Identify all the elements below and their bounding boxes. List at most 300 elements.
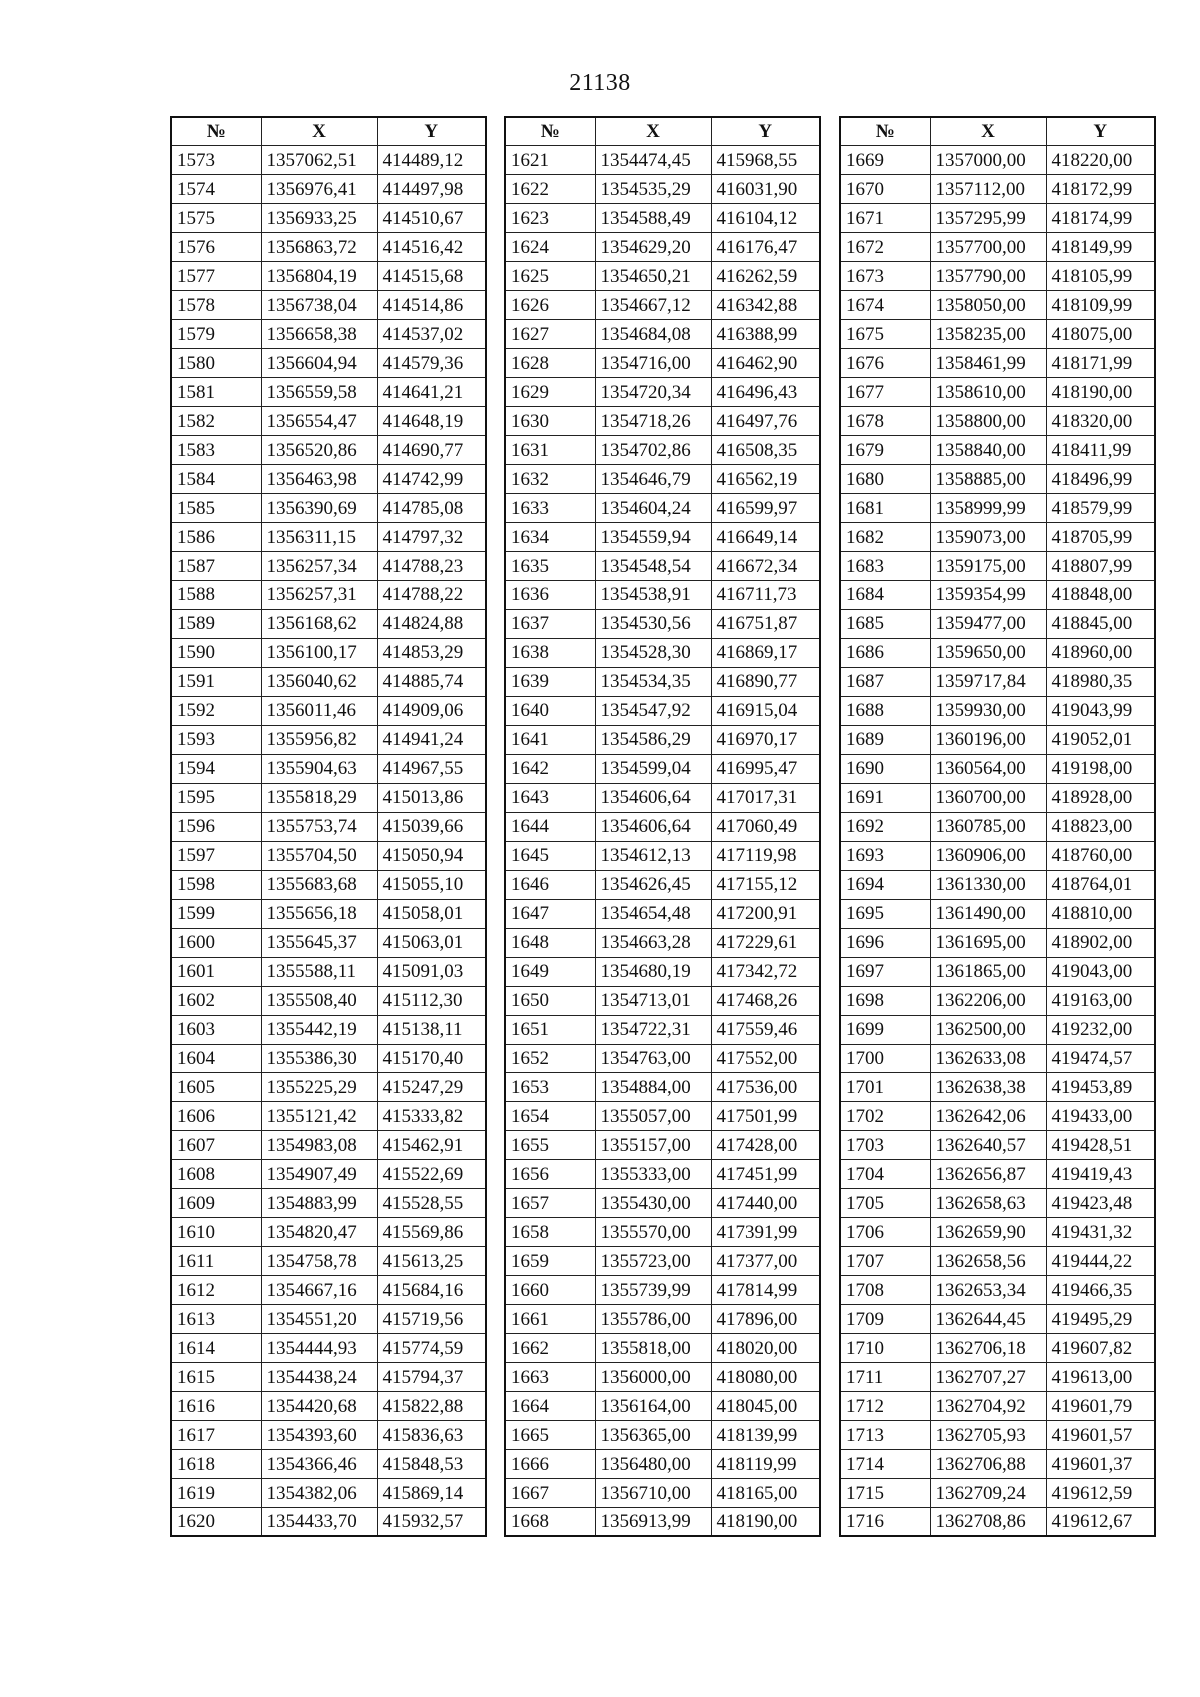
x-coordinate-cell: 1356933,25 <box>261 204 377 233</box>
table-row <box>171 494 486 523</box>
x-coordinate-cell: 1355157,00 <box>595 1131 711 1160</box>
table-row <box>171 783 486 812</box>
x-coordinate-cell: 1356738,04 <box>261 291 377 320</box>
point-number-cell: 1705 <box>840 1189 930 1218</box>
y-coordinate-cell: 418190,00 <box>1046 378 1155 407</box>
table-row <box>840 1392 1155 1421</box>
x-coordinate-cell: 1355225,29 <box>261 1073 377 1102</box>
y-coordinate-cell: 416388,99 <box>711 320 820 349</box>
table-row <box>171 725 486 754</box>
x-coordinate-cell: 1362709,24 <box>930 1479 1046 1508</box>
table-row <box>505 725 820 754</box>
point-number-cell: 1589 <box>171 609 261 638</box>
table-row <box>171 1160 486 1189</box>
point-number-cell: 1646 <box>505 870 595 899</box>
y-coordinate-cell: 418119,99 <box>711 1450 820 1479</box>
y-coordinate-cell: 419423,48 <box>1046 1189 1155 1218</box>
y-coordinate-cell: 416562,19 <box>711 465 820 494</box>
x-coordinate-cell: 1354420,68 <box>261 1392 377 1421</box>
x-coordinate-cell: 1354530,56 <box>595 609 711 638</box>
y-coordinate-cell: 414537,02 <box>377 320 486 349</box>
table-row <box>171 581 486 610</box>
table-row <box>840 1073 1155 1102</box>
point-number-cell: 1661 <box>505 1305 595 1334</box>
x-coordinate-cell: 1354667,12 <box>595 291 711 320</box>
point-number-cell: 1609 <box>171 1189 261 1218</box>
point-number-cell: 1678 <box>840 407 930 436</box>
x-coordinate-cell: 1356365,00 <box>595 1421 711 1450</box>
point-number-cell: 1671 <box>840 204 930 233</box>
x-coordinate-cell: 1354667,16 <box>261 1276 377 1305</box>
x-coordinate-cell: 1357112,00 <box>930 175 1046 204</box>
x-coordinate-cell: 1354528,30 <box>595 638 711 667</box>
x-coordinate-cell: 1356100,17 <box>261 638 377 667</box>
x-coordinate-cell: 1355956,82 <box>261 725 377 754</box>
y-coordinate-cell: 418165,00 <box>711 1479 820 1508</box>
table-row <box>840 986 1155 1015</box>
x-coordinate-cell: 1360700,00 <box>930 783 1046 812</box>
table-row <box>171 754 486 783</box>
point-number-cell: 1599 <box>171 899 261 928</box>
x-coordinate-cell: 1354366,46 <box>261 1450 377 1479</box>
table-row <box>840 581 1155 610</box>
y-coordinate-cell: 418105,99 <box>1046 262 1155 291</box>
point-number-cell: 1614 <box>171 1334 261 1363</box>
table-row <box>171 667 486 696</box>
point-number-cell: 1578 <box>171 291 261 320</box>
table-row <box>505 494 820 523</box>
y-coordinate-cell: 415058,01 <box>377 899 486 928</box>
point-number-cell: 1601 <box>171 957 261 986</box>
x-coordinate-cell: 1362708,86 <box>930 1508 1046 1537</box>
table-row <box>171 1450 486 1479</box>
table-row <box>171 465 486 494</box>
x-coordinate-cell: 1354606,64 <box>595 783 711 812</box>
table-row <box>171 1363 486 1392</box>
point-number-cell: 1681 <box>840 494 930 523</box>
point-number-cell: 1716 <box>840 1508 930 1537</box>
table-row <box>505 523 820 552</box>
y-coordinate-cell: 415774,59 <box>377 1334 486 1363</box>
y-coordinate-cell: 417229,61 <box>711 928 820 957</box>
table-row <box>840 1044 1155 1073</box>
y-coordinate-cell: 417342,72 <box>711 957 820 986</box>
table-row <box>171 349 486 378</box>
table-row <box>171 1073 486 1102</box>
y-coordinate-cell: 419433,00 <box>1046 1102 1155 1131</box>
table-row <box>505 320 820 349</box>
y-coordinate-cell: 417155,12 <box>711 870 820 899</box>
point-number-cell: 1691 <box>840 783 930 812</box>
table-row <box>840 638 1155 667</box>
x-coordinate-cell: 1354720,34 <box>595 378 711 407</box>
point-number-cell: 1652 <box>505 1044 595 1073</box>
x-coordinate-cell: 1354722,31 <box>595 1015 711 1044</box>
y-coordinate-cell: 419419,43 <box>1046 1160 1155 1189</box>
table-row <box>505 986 820 1015</box>
point-number-cell: 1666 <box>505 1450 595 1479</box>
x-coordinate-cell: 1354884,00 <box>595 1073 711 1102</box>
y-coordinate-cell: 415569,86 <box>377 1218 486 1247</box>
y-coordinate-cell: 417552,00 <box>711 1044 820 1073</box>
y-coordinate-cell: 419043,00 <box>1046 957 1155 986</box>
y-coordinate-cell: 415091,03 <box>377 957 486 986</box>
table-row <box>171 523 486 552</box>
y-coordinate-cell: 414785,08 <box>377 494 486 523</box>
y-coordinate-cell: 419444,22 <box>1046 1247 1155 1276</box>
x-coordinate-cell: 1362644,45 <box>930 1305 1046 1334</box>
table-row <box>171 841 486 870</box>
point-number-cell: 1656 <box>505 1160 595 1189</box>
point-number-cell: 1694 <box>840 870 930 899</box>
y-coordinate-cell: 416497,76 <box>711 407 820 436</box>
table-row <box>505 1189 820 1218</box>
x-coordinate-cell: 1358885,00 <box>930 465 1046 494</box>
y-coordinate-cell: 419453,89 <box>1046 1073 1155 1102</box>
point-number-cell: 1650 <box>505 986 595 1015</box>
y-coordinate-cell: 414941,24 <box>377 725 486 754</box>
table-row <box>171 291 486 320</box>
table-row <box>840 928 1155 957</box>
y-coordinate-cell: 418045,00 <box>711 1392 820 1421</box>
table-row <box>840 204 1155 233</box>
x-coordinate-cell: 1354438,24 <box>261 1363 377 1392</box>
y-coordinate-cell: 418764,01 <box>1046 870 1155 899</box>
point-number-cell: 1662 <box>505 1334 595 1363</box>
point-number-cell: 1679 <box>840 436 930 465</box>
y-coordinate-cell: 416031,90 <box>711 175 820 204</box>
point-number-cell: 1688 <box>840 696 930 725</box>
point-number-cell: 1712 <box>840 1392 930 1421</box>
table-row <box>505 291 820 320</box>
point-number-cell: 1620 <box>171 1508 261 1537</box>
y-coordinate-cell: 418823,00 <box>1046 812 1155 841</box>
point-number-cell: 1648 <box>505 928 595 957</box>
point-number-cell: 1714 <box>840 1450 930 1479</box>
point-number-cell: 1602 <box>171 986 261 1015</box>
x-coordinate-cell: 1356000,00 <box>595 1363 711 1392</box>
y-coordinate-cell: 414510,67 <box>377 204 486 233</box>
table-row <box>505 812 820 841</box>
y-coordinate-cell: 419163,00 <box>1046 986 1155 1015</box>
point-number-cell: 1701 <box>840 1073 930 1102</box>
x-coordinate-cell: 1355904,63 <box>261 754 377 783</box>
y-coordinate-cell: 414824,88 <box>377 609 486 638</box>
table-row <box>505 1073 820 1102</box>
point-number-cell: 1590 <box>171 638 261 667</box>
point-number-cell: 1607 <box>171 1131 261 1160</box>
table-row <box>171 957 486 986</box>
table-row <box>840 754 1155 783</box>
x-coordinate-cell: 1359073,00 <box>930 523 1046 552</box>
x-coordinate-cell: 1356863,72 <box>261 233 377 262</box>
point-number-cell: 1713 <box>840 1421 930 1450</box>
table-row <box>840 262 1155 291</box>
column-header-y-coordinate: Y <box>1046 117 1155 146</box>
point-number-cell: 1669 <box>840 146 930 175</box>
table-row <box>840 1160 1155 1189</box>
table-row <box>505 1044 820 1073</box>
table-header-row <box>505 117 820 146</box>
point-number-cell: 1703 <box>840 1131 930 1160</box>
y-coordinate-cell: 415055,10 <box>377 870 486 899</box>
x-coordinate-cell: 1354629,20 <box>595 233 711 262</box>
y-coordinate-cell: 417501,99 <box>711 1102 820 1131</box>
y-coordinate-cell: 416711,73 <box>711 581 820 610</box>
table-row <box>505 870 820 899</box>
table-row <box>840 667 1155 696</box>
point-number-cell: 1588 <box>171 581 261 610</box>
table-row <box>171 696 486 725</box>
table-header-row <box>171 117 486 146</box>
x-coordinate-cell: 1356311,15 <box>261 523 377 552</box>
x-coordinate-cell: 1356390,69 <box>261 494 377 523</box>
x-coordinate-cell: 1355645,37 <box>261 928 377 957</box>
y-coordinate-cell: 415170,40 <box>377 1044 486 1073</box>
point-number-cell: 1632 <box>505 465 595 494</box>
column-header-point-number: № <box>840 117 930 146</box>
y-coordinate-cell: 418760,00 <box>1046 841 1155 870</box>
y-coordinate-cell: 415050,94 <box>377 841 486 870</box>
point-number-cell: 1610 <box>171 1218 261 1247</box>
y-coordinate-cell: 414648,19 <box>377 407 486 436</box>
point-number-cell: 1697 <box>840 957 930 986</box>
point-number-cell: 1682 <box>840 523 930 552</box>
y-coordinate-cell: 417060,49 <box>711 812 820 841</box>
point-number-cell: 1709 <box>840 1305 930 1334</box>
x-coordinate-cell: 1354548,54 <box>595 552 711 581</box>
point-number-cell: 1636 <box>505 581 595 610</box>
y-coordinate-cell: 419474,57 <box>1046 1044 1155 1073</box>
point-number-cell: 1677 <box>840 378 930 407</box>
y-coordinate-cell: 417017,31 <box>711 783 820 812</box>
y-coordinate-cell: 418810,00 <box>1046 899 1155 928</box>
y-coordinate-cell: 415869,14 <box>377 1479 486 1508</box>
table-row <box>171 378 486 407</box>
point-number-cell: 1675 <box>840 320 930 349</box>
point-number-cell: 1695 <box>840 899 930 928</box>
point-number-cell: 1707 <box>840 1247 930 1276</box>
y-coordinate-cell: 418960,00 <box>1046 638 1155 667</box>
x-coordinate-cell: 1354588,49 <box>595 204 711 233</box>
y-coordinate-cell: 414516,42 <box>377 233 486 262</box>
x-coordinate-cell: 1359717,84 <box>930 667 1046 696</box>
y-coordinate-cell: 417814,99 <box>711 1276 820 1305</box>
table-row <box>840 146 1155 175</box>
table-row <box>840 523 1155 552</box>
column-header-x-coordinate: X <box>595 117 711 146</box>
x-coordinate-cell: 1362658,56 <box>930 1247 1046 1276</box>
x-coordinate-cell: 1355588,11 <box>261 957 377 986</box>
table-row <box>840 1450 1155 1479</box>
y-coordinate-cell: 418848,00 <box>1046 581 1155 610</box>
point-number-cell: 1684 <box>840 581 930 610</box>
point-number-cell: 1708 <box>840 1276 930 1305</box>
x-coordinate-cell: 1356480,00 <box>595 1450 711 1479</box>
table-row <box>171 1334 486 1363</box>
table-row <box>505 1276 820 1305</box>
table-row <box>171 175 486 204</box>
y-coordinate-cell: 415836,63 <box>377 1421 486 1450</box>
point-number-cell: 1603 <box>171 1015 261 1044</box>
x-coordinate-cell: 1354646,79 <box>595 465 711 494</box>
y-coordinate-cell: 415112,30 <box>377 986 486 1015</box>
y-coordinate-cell: 414579,36 <box>377 349 486 378</box>
point-number-cell: 1635 <box>505 552 595 581</box>
x-coordinate-cell: 1356976,41 <box>261 175 377 204</box>
y-coordinate-cell: 419612,59 <box>1046 1479 1155 1508</box>
x-coordinate-cell: 1361695,00 <box>930 928 1046 957</box>
table-row <box>840 1131 1155 1160</box>
point-number-cell: 1606 <box>171 1102 261 1131</box>
y-coordinate-cell: 415968,55 <box>711 146 820 175</box>
table-row <box>505 465 820 494</box>
y-coordinate-cell: 414788,22 <box>377 581 486 610</box>
table-row <box>840 696 1155 725</box>
x-coordinate-cell: 1354444,93 <box>261 1334 377 1363</box>
x-coordinate-cell: 1362638,38 <box>930 1073 1046 1102</box>
y-coordinate-cell: 419466,35 <box>1046 1276 1155 1305</box>
point-number-cell: 1600 <box>171 928 261 957</box>
x-coordinate-cell: 1354663,28 <box>595 928 711 957</box>
point-number-cell: 1582 <box>171 407 261 436</box>
y-coordinate-cell: 417377,00 <box>711 1247 820 1276</box>
point-number-cell: 1641 <box>505 725 595 754</box>
x-coordinate-cell: 1355818,00 <box>595 1334 711 1363</box>
y-coordinate-cell: 414515,68 <box>377 262 486 291</box>
y-coordinate-cell: 416970,17 <box>711 725 820 754</box>
y-coordinate-cell: 415138,11 <box>377 1015 486 1044</box>
point-number-cell: 1704 <box>840 1160 930 1189</box>
y-coordinate-cell: 415822,88 <box>377 1392 486 1421</box>
point-number-cell: 1608 <box>171 1160 261 1189</box>
point-number-cell: 1672 <box>840 233 930 262</box>
y-coordinate-cell: 416262,59 <box>711 262 820 291</box>
table-row <box>171 1276 486 1305</box>
y-coordinate-cell: 415794,37 <box>377 1363 486 1392</box>
table-row <box>171 436 486 465</box>
y-coordinate-cell: 416915,04 <box>711 696 820 725</box>
x-coordinate-cell: 1354551,20 <box>261 1305 377 1334</box>
y-coordinate-cell: 417391,99 <box>711 1218 820 1247</box>
table-row <box>840 1479 1155 1508</box>
point-number-cell: 1592 <box>171 696 261 725</box>
point-number-cell: 1579 <box>171 320 261 349</box>
y-coordinate-cell: 415247,29 <box>377 1073 486 1102</box>
table-row <box>840 320 1155 349</box>
y-coordinate-cell: 414690,77 <box>377 436 486 465</box>
x-coordinate-cell: 1357295,99 <box>930 204 1046 233</box>
y-coordinate-cell: 415528,55 <box>377 1189 486 1218</box>
y-coordinate-cell: 416995,47 <box>711 754 820 783</box>
y-coordinate-cell: 419613,00 <box>1046 1363 1155 1392</box>
point-number-cell: 1612 <box>171 1276 261 1305</box>
x-coordinate-cell: 1362706,88 <box>930 1450 1046 1479</box>
x-coordinate-cell: 1355704,50 <box>261 841 377 870</box>
table-row <box>505 899 820 928</box>
x-coordinate-cell: 1360785,00 <box>930 812 1046 841</box>
y-coordinate-cell: 418190,00 <box>711 1508 820 1537</box>
point-number-cell: 1627 <box>505 320 595 349</box>
point-number-cell: 1597 <box>171 841 261 870</box>
point-number-cell: 1649 <box>505 957 595 986</box>
x-coordinate-cell: 1354626,45 <box>595 870 711 899</box>
x-coordinate-cell: 1361330,00 <box>930 870 1046 899</box>
x-coordinate-cell: 1355057,00 <box>595 1102 711 1131</box>
point-number-cell: 1692 <box>840 812 930 841</box>
point-number-cell: 1680 <box>840 465 930 494</box>
point-number-cell: 1626 <box>505 291 595 320</box>
y-coordinate-cell: 418980,35 <box>1046 667 1155 696</box>
x-coordinate-cell: 1360196,00 <box>930 725 1046 754</box>
table-row <box>840 436 1155 465</box>
x-coordinate-cell: 1358999,99 <box>930 494 1046 523</box>
table-row <box>505 1334 820 1363</box>
point-number-cell: 1605 <box>171 1073 261 1102</box>
table-row <box>171 262 486 291</box>
coordinates-table-3 <box>839 116 1156 1537</box>
y-coordinate-cell: 418149,99 <box>1046 233 1155 262</box>
table-row <box>505 1015 820 1044</box>
x-coordinate-cell: 1354559,94 <box>595 523 711 552</box>
x-coordinate-cell: 1354907,49 <box>261 1160 377 1189</box>
x-coordinate-cell: 1356164,00 <box>595 1392 711 1421</box>
y-coordinate-cell: 416869,17 <box>711 638 820 667</box>
y-coordinate-cell: 414885,74 <box>377 667 486 696</box>
table-row <box>840 407 1155 436</box>
point-number-cell: 1623 <box>505 204 595 233</box>
point-number-cell: 1642 <box>505 754 595 783</box>
x-coordinate-cell: 1355683,68 <box>261 870 377 899</box>
y-coordinate-cell: 419495,29 <box>1046 1305 1155 1334</box>
point-number-cell: 1630 <box>505 407 595 436</box>
y-coordinate-cell: 414967,55 <box>377 754 486 783</box>
point-number-cell: 1575 <box>171 204 261 233</box>
table-row <box>171 1479 486 1508</box>
x-coordinate-cell: 1355333,00 <box>595 1160 711 1189</box>
table-row <box>171 1131 486 1160</box>
y-coordinate-cell: 414788,23 <box>377 552 486 581</box>
point-number-cell: 1633 <box>505 494 595 523</box>
x-coordinate-cell: 1362704,92 <box>930 1392 1046 1421</box>
y-coordinate-cell: 419198,00 <box>1046 754 1155 783</box>
coordinates-table-1 <box>170 116 487 1537</box>
table-row <box>505 233 820 262</box>
y-coordinate-cell: 414514,86 <box>377 291 486 320</box>
x-coordinate-cell: 1354534,35 <box>595 667 711 696</box>
page-number: 21138 <box>569 70 631 96</box>
table-row <box>840 378 1155 407</box>
point-number-cell: 1621 <box>505 146 595 175</box>
point-number-cell: 1594 <box>171 754 261 783</box>
x-coordinate-cell: 1359477,00 <box>930 609 1046 638</box>
x-coordinate-cell: 1358050,00 <box>930 291 1046 320</box>
y-coordinate-cell: 418020,00 <box>711 1334 820 1363</box>
table-row <box>505 378 820 407</box>
x-coordinate-cell: 1354433,70 <box>261 1508 377 1537</box>
table-row <box>171 1015 486 1044</box>
y-coordinate-cell: 415719,56 <box>377 1305 486 1334</box>
point-number-cell: 1595 <box>171 783 261 812</box>
column-header-x-coordinate: X <box>930 117 1046 146</box>
x-coordinate-cell: 1356554,47 <box>261 407 377 436</box>
x-coordinate-cell: 1354586,29 <box>595 725 711 754</box>
table-row <box>840 609 1155 638</box>
point-number-cell: 1637 <box>505 609 595 638</box>
y-coordinate-cell: 418928,00 <box>1046 783 1155 812</box>
point-number-cell: 1711 <box>840 1363 930 1392</box>
x-coordinate-cell: 1356520,86 <box>261 436 377 465</box>
